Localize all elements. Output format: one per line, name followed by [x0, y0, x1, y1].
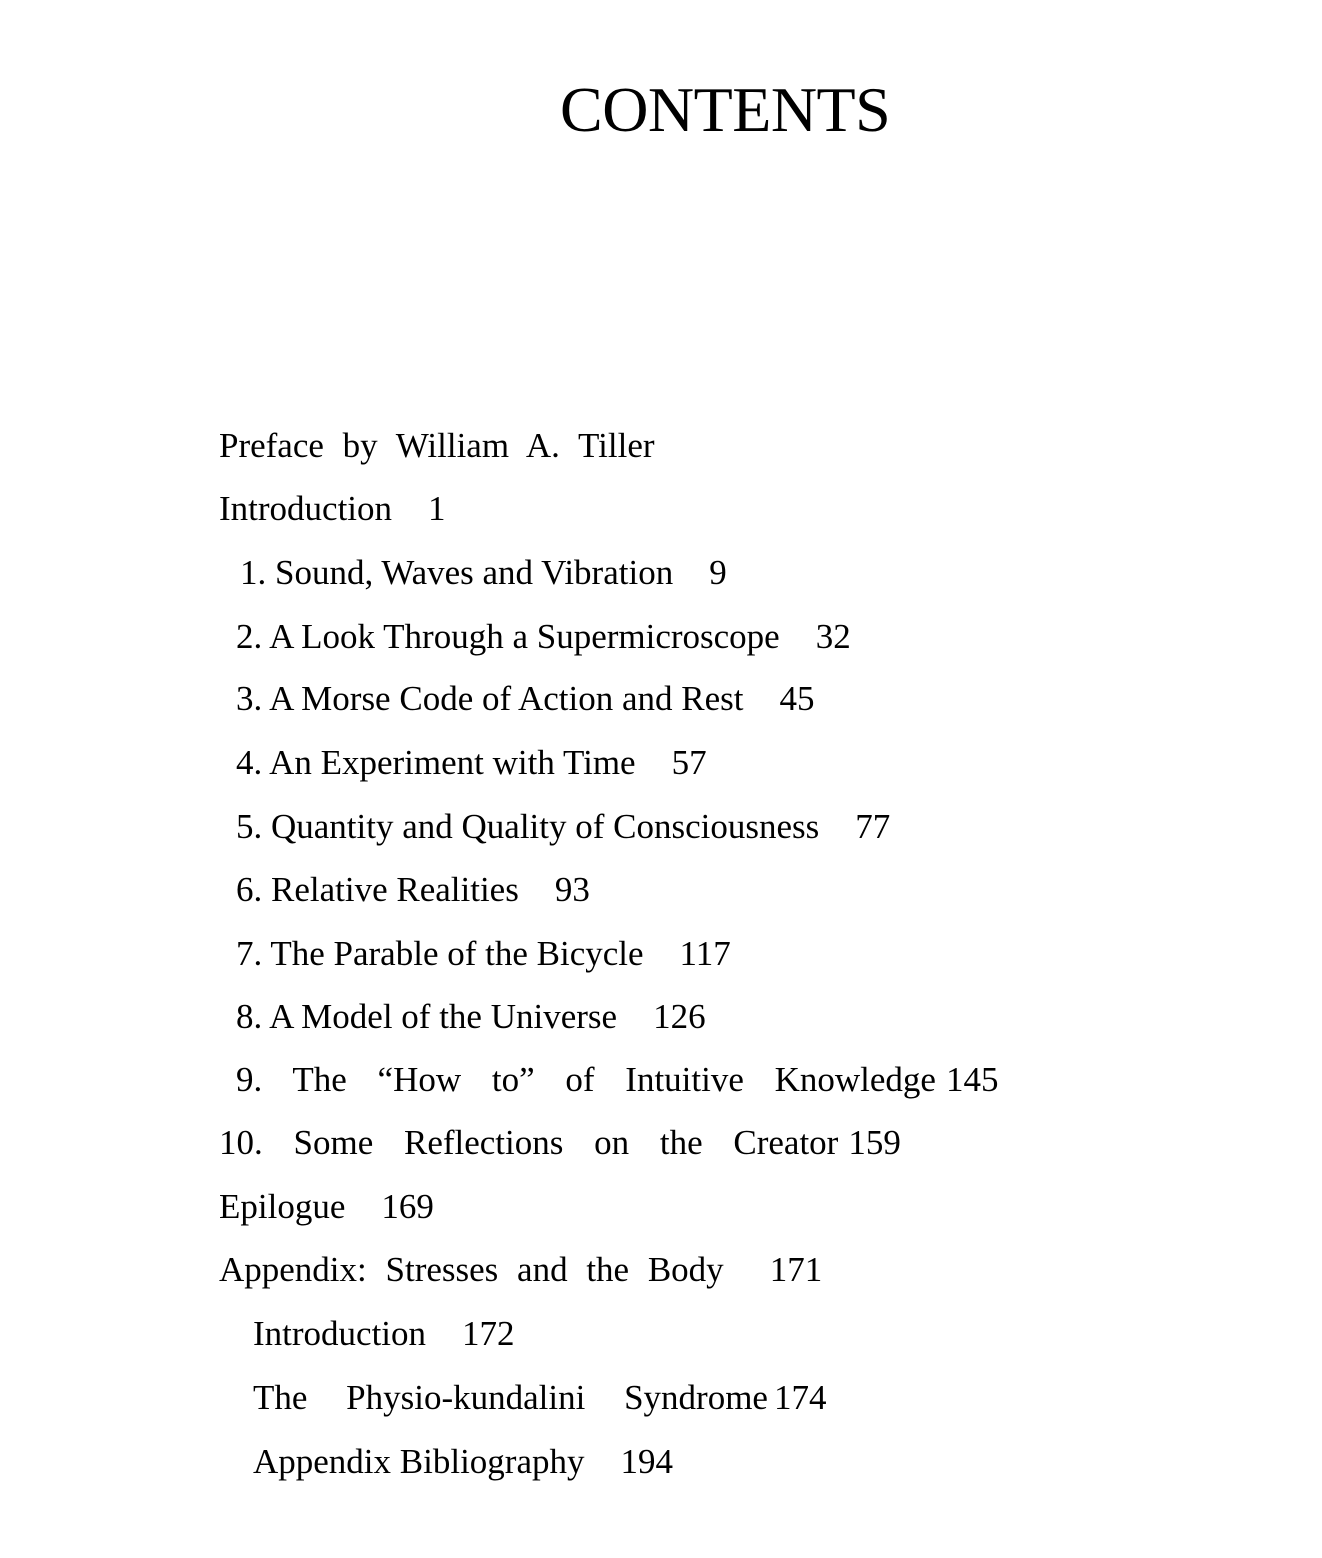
- toc-entry-epilogue: [219, 1185, 434, 1229]
- toc-entry-page: 174: [773, 1378, 827, 1417]
- toc-entry-page: 57: [671, 743, 707, 782]
- toc-entry-chapter-4: [236, 741, 707, 785]
- toc-entry-chapter-5: [236, 805, 890, 849]
- toc-entry-page: 45: [779, 679, 815, 718]
- toc-entry-label: Introduction: [253, 1314, 427, 1353]
- toc-entry-chapter-8: [236, 995, 706, 1039]
- toc-entry-label: 10. Some Reflections on the Creator: [219, 1123, 839, 1162]
- toc-entry-label: 9. The “How to” of Intuitive Knowledge: [236, 1060, 936, 1099]
- toc-entry-label: Appendix Bibliography: [253, 1442, 585, 1481]
- toc-entry-page: 145: [945, 1060, 999, 1099]
- toc-entry-page: 194: [620, 1442, 673, 1481]
- toc-entry-page: 1: [428, 489, 446, 528]
- page-title: CONTENTS: [560, 74, 891, 145]
- toc-entry-appendix-bibliography: [253, 1440, 673, 1484]
- toc-entry-label: Introduction: [219, 489, 393, 528]
- toc-entry-chapter-2: [236, 615, 851, 659]
- toc-entry-label: The Physio-kundalini Syndrome: [253, 1378, 768, 1417]
- toc-entry-label: Appendix: Stresses and the Body: [219, 1250, 724, 1289]
- toc-entry-label: 4. An Experiment with Time: [236, 743, 636, 782]
- toc-entry-label: 7. The Parable of the Bicycle: [236, 934, 644, 973]
- toc-entry-page: 169: [381, 1187, 434, 1226]
- toc-entry-preface: [219, 424, 655, 468]
- toc-entry-chapter-6: [236, 868, 590, 912]
- toc-entry-label: 3. A Morse Code of Action and Rest: [236, 679, 744, 718]
- toc-entry-label: Preface by William A. Tiller: [219, 426, 655, 465]
- toc-entry-page: 32: [815, 617, 851, 656]
- toc-entry-chapter-1: [240, 551, 727, 595]
- toc-entry-label: 5. Quantity and Quality of Consciousness: [236, 807, 820, 846]
- toc-entry-page: 9: [709, 553, 727, 592]
- toc-entry-page: 93: [554, 870, 590, 909]
- toc-entry-label: 6. Relative Realities: [236, 870, 519, 909]
- toc-entry-page: 159: [848, 1123, 901, 1162]
- toc-entry-page: 117: [679, 934, 731, 973]
- toc-entry-chapter-9: [236, 1058, 998, 1102]
- toc-entry-chapter-10: [219, 1121, 901, 1165]
- toc-entry-introduction: [219, 487, 446, 531]
- toc-entry-chapter-3: [236, 677, 814, 721]
- toc-entry-page: 77: [855, 807, 891, 846]
- toc-entry-label: 1. Sound, Waves and Vibration: [240, 553, 674, 592]
- toc-entry-label: 2. A Look Through a Supermicroscope: [236, 617, 780, 656]
- toc-entry-page: 171: [769, 1250, 823, 1289]
- toc-entry-chapter-7: [236, 932, 731, 976]
- toc-entry-physio-kundalini: [253, 1376, 826, 1420]
- toc-entry-appendix: [219, 1248, 822, 1292]
- toc-entry-label: Epilogue: [219, 1187, 346, 1226]
- toc-entry-page: 172: [462, 1314, 515, 1353]
- toc-entry-page: 126: [653, 997, 706, 1036]
- toc-entry-appendix-introduction: [253, 1312, 515, 1356]
- toc-entry-label: 8. A Model of the Universe: [236, 997, 618, 1036]
